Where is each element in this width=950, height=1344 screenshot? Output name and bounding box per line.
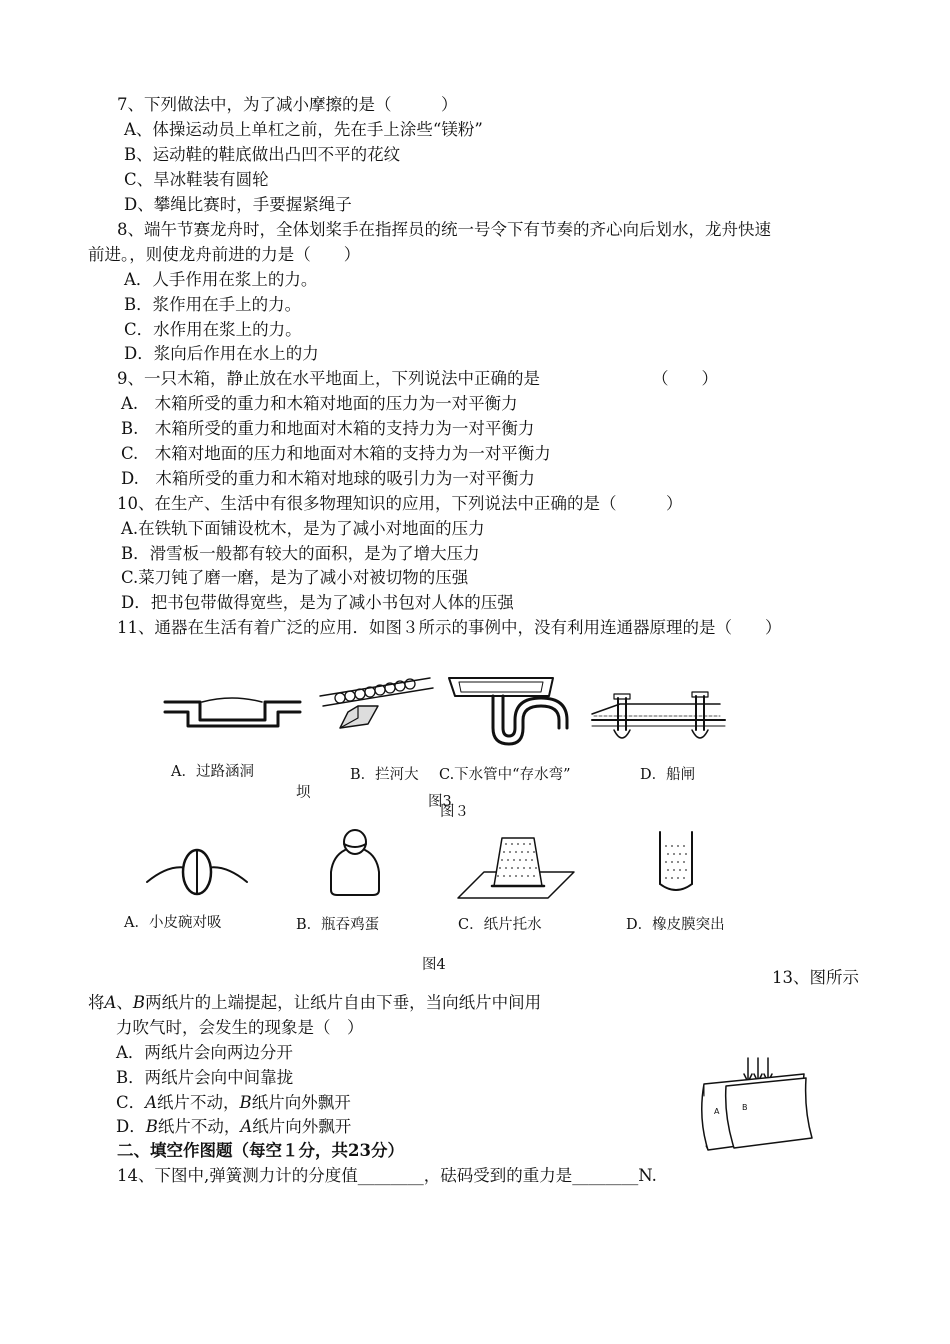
q13-stem-line2: 力吹气时，会发生的现象是（ ） xyxy=(116,1018,364,1037)
bottle-egg-diagram xyxy=(325,828,385,898)
q13-option-c: C．A纸片不动，B纸片向外飘开 xyxy=(116,1093,351,1112)
q7-option-b: B、运动鞋的鞋底做出凸凹不平的花纹 xyxy=(124,145,401,164)
paper-a-label: A xyxy=(714,1107,720,1116)
q8-option-a: A．人手作用在浆上的力。 xyxy=(124,270,318,289)
q14-blank-division: ________ xyxy=(357,1166,424,1185)
q7-stem: 7、下列做法中，为了减小摩擦的是（ ） xyxy=(117,95,458,114)
fig3-caption-d: D．船闸 xyxy=(640,767,696,783)
fig3-caption-b: B．拦河大 xyxy=(350,767,419,783)
culvert-diagram xyxy=(160,690,310,730)
q10-option-a: A.在铁轨下面铺设枕木，是为了减小对地面的压力 xyxy=(121,519,485,538)
paper-sheets-diagram xyxy=(694,1056,820,1152)
q8-option-d: D．浆向后作用在水上的力 xyxy=(124,344,319,363)
q14-blank-weight: ________ xyxy=(572,1166,639,1185)
q13-option-b: B．两纸片会向中间靠拢 xyxy=(116,1068,294,1087)
q13-option-d: D．B纸片不动，A纸片向外飘开 xyxy=(116,1117,352,1136)
q9-option-a: A. 木箱所受的重力和木箱对地面的压力为一对平衡力 xyxy=(121,394,518,413)
q13-option-a: A．两纸片会向两边分开 xyxy=(116,1043,293,1062)
fig3-label-overlap: 图3 xyxy=(428,794,452,810)
suction-cups-diagram xyxy=(145,838,249,902)
q9-stem: 9、一只木箱，静止放在水平地面上，下列说法中正确的是 xyxy=(117,369,540,388)
section2-heading: 二、填空作图题（每空１分，共23分） xyxy=(117,1141,404,1160)
q10-stem: 10、在生产、生活中有很多物理知识的应用，下列说法中正确的是（ ） xyxy=(117,494,683,513)
q14-stem: 14、下图中,弹簧测力计的分度值________，砝码受到的重力是________N. xyxy=(117,1166,657,1185)
fig4-caption-a: A．小皮碗对吸 xyxy=(124,915,222,931)
sink-trap-diagram xyxy=(445,668,581,748)
q10-option-d: D．把书包带做得宽些，是为了减小书包对人体的压强 xyxy=(121,593,514,612)
fig4-caption-c: C．纸片托水 xyxy=(458,917,542,933)
fig4-label: 图4 xyxy=(422,957,446,973)
q8-option-b: B．浆作用在手上的力。 xyxy=(124,295,302,314)
fig3-caption-c: C.下水管中“存水弯” xyxy=(439,767,571,783)
q8-stem-line2: 前进。，则使龙舟前进的力是（ ） xyxy=(88,245,361,264)
q9-option-c: C. 木箱对地面的压力和地面对木箱的支持力为一对平衡力 xyxy=(121,444,551,463)
q8-option-c: C．水作用在浆上的力。 xyxy=(124,320,302,339)
q13-number: 13、图所示 xyxy=(772,968,859,987)
q9-option-b: B. 木箱所受的重力和地面对木箱的支持力为一对平衡力 xyxy=(121,419,535,438)
q9-option-d: D. 木箱所受的重力和木箱对地球的吸引力为一对平衡力 xyxy=(121,469,535,488)
q7-option-c: C、旱冰鞋装有圆轮 xyxy=(124,170,269,189)
ship-lock-diagram xyxy=(590,690,730,746)
q10-option-b: B．滑雪板一般都有较大的面积，是为了增大压力 xyxy=(121,544,480,563)
q7-option-d: D、攀绳比赛时，手要握紧绳子 xyxy=(124,195,352,214)
paper-holds-water-diagram xyxy=(456,830,576,902)
q7-option-a: A、体操运动员上单杠之前，先在手上涂些“镁粉” xyxy=(124,120,483,139)
paper-b-label: B xyxy=(742,1103,748,1112)
dam-diagram xyxy=(318,672,438,734)
fig3-caption-a: A．过路涵洞 xyxy=(171,764,254,780)
fig3-caption-b-continuation: 坝 xyxy=(296,785,311,801)
q8-stem-line1: 8、端午节赛龙舟时，全体划桨手在指挥员的统一号令下有节奏的齐心向后划水，龙舟快速 xyxy=(117,220,771,239)
fig4-caption-b: B．瓶吞鸡蛋 xyxy=(296,917,380,933)
q10-option-c: C.菜刀钝了磨一磨，是为了减小对被切物的压强 xyxy=(121,568,469,587)
fig4-caption-d: D．橡皮膜突出 xyxy=(626,917,725,933)
q9-answer-paren: （ ） xyxy=(652,369,718,388)
q13-stem-line1: 将A、B两纸片的上端提起，让纸片自由下垂，当向纸片中间用 xyxy=(88,993,542,1012)
rubber-membrane-diagram xyxy=(652,830,700,896)
fig3-label: 图３ xyxy=(440,804,469,820)
q11-stem: 11、通器在生活有着广泛的应用．如图３所示的事例中，没有利用连通器原理的是（ ） xyxy=(117,618,782,637)
